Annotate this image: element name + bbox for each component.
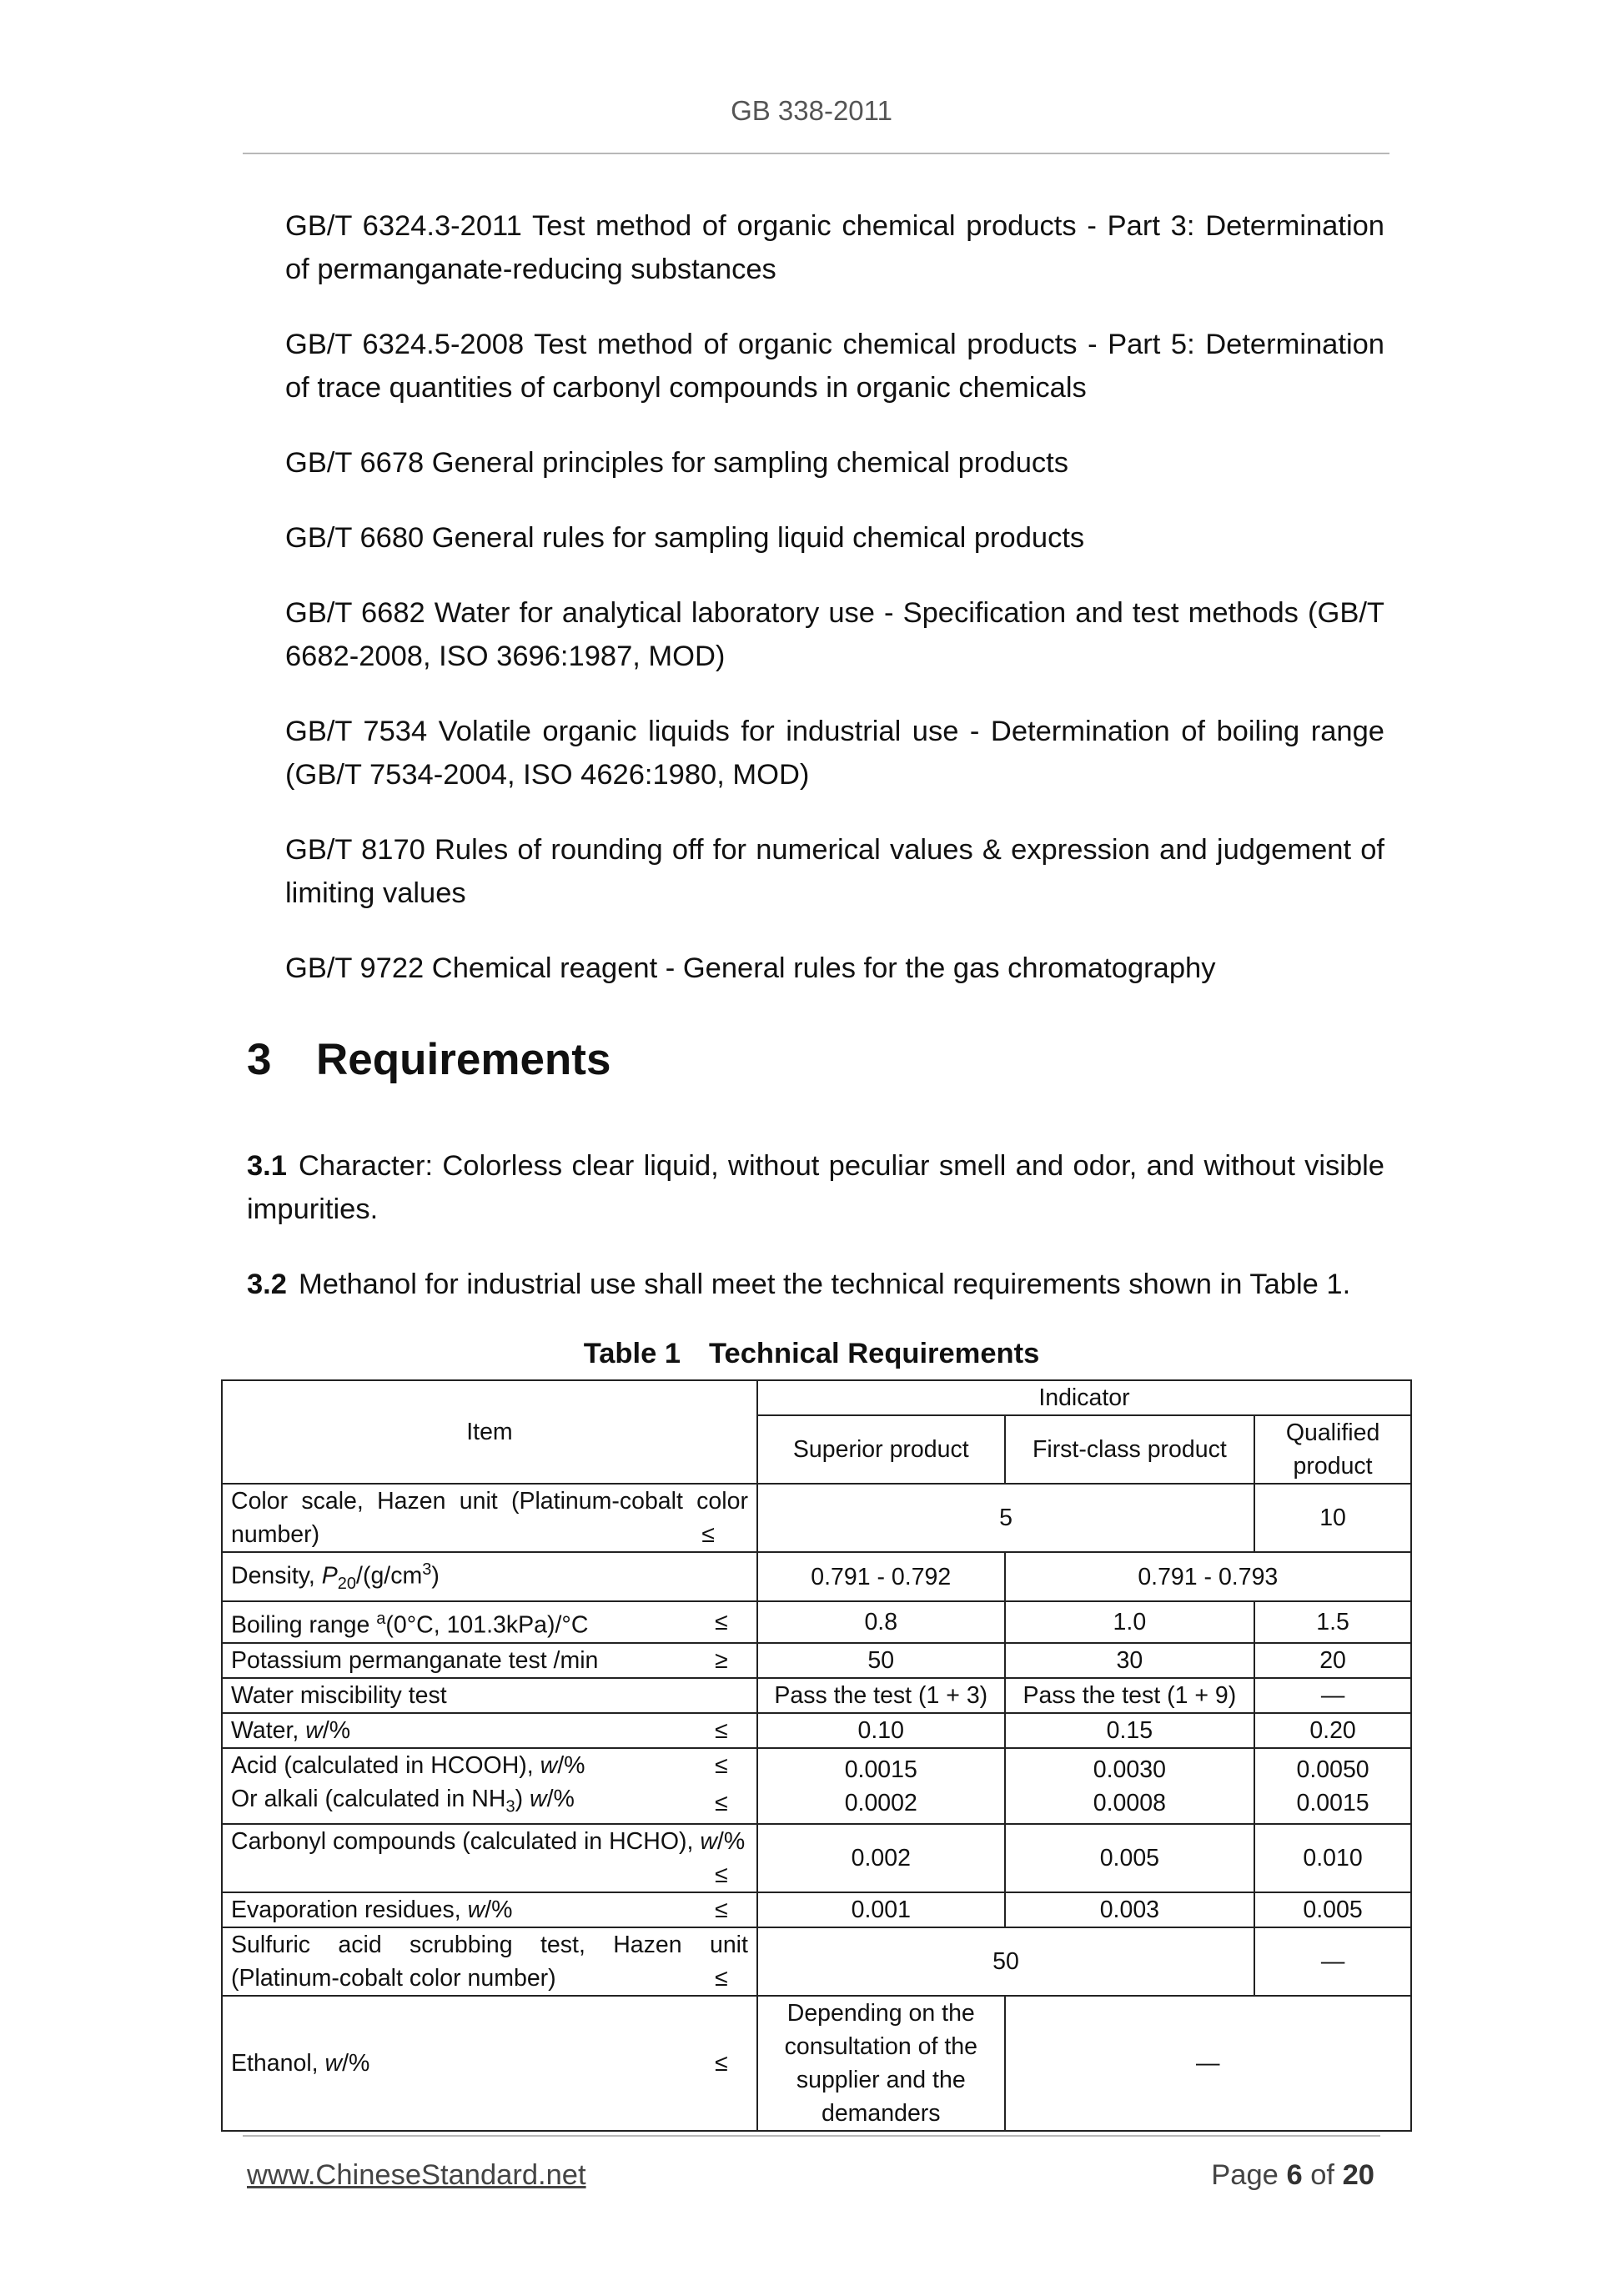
row-label-symbol: w <box>540 1751 558 1779</box>
cell-qualified: 0.010 <box>1254 1824 1411 1892</box>
less-or-equal-symbol: ≤ <box>714 1789 728 1816</box>
row-label-text: Carbonyl compounds (calculated in HCHO), <box>231 1828 701 1856</box>
row-label-text: (0°C, 101.3kPa)/°C <box>385 1611 589 1639</box>
row-label-text: Ethanol, <box>231 2050 325 2077</box>
table-row <box>222 1892 1411 1927</box>
row-label-symbol: w <box>305 1716 323 1744</box>
row-label-text: /% <box>557 1751 585 1779</box>
section-heading <box>247 1034 611 1085</box>
cell-superior: Pass the test (1 + 3) <box>757 1678 1005 1713</box>
row-label-text: Boiling range <box>231 1611 377 1639</box>
table-header-row <box>222 1380 1411 1415</box>
row-label-footnote: a <box>376 1610 386 1629</box>
header-divider <box>243 153 1389 154</box>
table-row <box>222 1552 1411 1601</box>
page-total: 20 <box>1342 2159 1374 2191</box>
row-label-text: Potassium permanganate test /min <box>231 1646 599 1674</box>
less-or-equal-symbol: ≤ <box>714 1751 728 1779</box>
table-row <box>222 1927 1411 1996</box>
cell-value: 0.0015 <box>1296 1789 1369 1816</box>
page-number <box>1211 2159 1374 2192</box>
table-row <box>222 1713 1411 1748</box>
less-or-equal-symbol: ≤ <box>714 1861 728 1889</box>
table-caption-number: Table 1 <box>583 1338 681 1369</box>
header-qualified: Qualified product <box>1254 1415 1411 1484</box>
cell-qualified: 1.5 <box>1254 1601 1411 1643</box>
cell-superior <box>757 1748 1005 1825</box>
header-indicator: Indicator <box>757 1380 1411 1415</box>
row-label-symbol: w <box>700 1828 717 1856</box>
table-row <box>222 1601 1411 1643</box>
less-or-equal-symbol: ≤ <box>714 1716 728 1744</box>
header-first-class: First-class product <box>1005 1415 1255 1484</box>
row-label <box>222 1601 757 1643</box>
cell-qualified: 0.005 <box>1254 1892 1411 1927</box>
cell-superior: 0.10 <box>757 1713 1005 1748</box>
cell-qualified <box>1254 1748 1411 1825</box>
cell-superior: Depending on the consultation of the supplier and the demanders <box>757 1996 1005 2131</box>
row-label <box>222 1484 757 1552</box>
clause-3-2 <box>247 1263 1384 1306</box>
row-label-text: ) <box>515 1785 530 1812</box>
row-label-text: /% <box>546 1785 575 1812</box>
reference-item: GB/T 7534 Volatile organic liquids for industrial use - Determination of boiling range (GB/T 7534-2004, ISO 4626:1980, MOD) <box>285 716 1384 791</box>
table-row <box>222 1824 1411 1892</box>
reference-item: GB/T 6682 Water for analytical laboratory use - Specification and test methods (GB/T 6682-2008, ISO 3696:1987, MOD) <box>285 597 1384 672</box>
section-title: Requirements <box>316 1035 611 1084</box>
cell-first-class <box>1005 1748 1255 1825</box>
table-row <box>222 1484 1411 1552</box>
row-label-text: Sulfuric acid scrubbing test, Hazen unit (Platinum-cobalt color number) <box>231 1932 748 1992</box>
normative-references-list <box>285 204 1384 1022</box>
less-or-equal-symbol: ≤ <box>714 1897 728 1924</box>
row-label-text: /% <box>322 1716 351 1744</box>
page-label: Page <box>1211 2159 1279 2191</box>
cell-value: 0.0015 <box>844 1756 917 1783</box>
cell-value: 0.0002 <box>844 1789 917 1816</box>
table-row <box>222 1678 1411 1713</box>
table-caption <box>0 1338 1623 1370</box>
page-of-label: of <box>1310 2159 1335 2191</box>
less-or-equal-symbol: ≤ <box>701 1521 715 1548</box>
row-label-text: Density, <box>231 1562 322 1590</box>
clause-text: Methanol for industrial use shall meet the technical requirements shown in Table 1. <box>298 1269 1351 1300</box>
table-caption-title: Technical Requirements <box>709 1338 1040 1369</box>
row-label-text: Water, <box>231 1716 306 1744</box>
row-label-text: /% <box>342 2050 370 2077</box>
cell-qualified: — <box>1254 1927 1411 1996</box>
row-label-text: Or alkali (calculated in NH <box>231 1785 506 1812</box>
row-label-subscript: 20 <box>337 1575 357 1594</box>
less-or-equal-symbol: ≤ <box>714 2050 728 2077</box>
row-label-superscript: 3 <box>422 1560 432 1579</box>
reference-item: GB/T 6678 General principles for sampling chemical products <box>285 447 1068 479</box>
cell-superior: 50 <box>757 1643 1005 1678</box>
row-label-text: Color scale, Hazen unit (Platinum-cobalt color number) <box>231 1488 748 1548</box>
reference-item: GB/T 6324.3-2011 Test method of organic chemical products - Part 3: Determination of permanganate-reducing substances <box>285 210 1384 285</box>
cell-superior: 0.8 <box>757 1601 1005 1643</box>
reference-item: GB/T 8170 Rules of rounding off for numerical values & expression and judgement of limiting values <box>285 834 1384 909</box>
row-label-text: Acid (calculated in HCOOH), <box>231 1751 540 1779</box>
table-row <box>222 1996 1411 2131</box>
cell-first-qualified: — <box>1005 1996 1411 2131</box>
row-label-symbol: w <box>324 2050 343 2077</box>
table-row <box>222 1643 1411 1678</box>
clauses <box>247 1144 1384 1338</box>
cell-value: 0.0008 <box>1093 1789 1166 1816</box>
row-label <box>222 1643 757 1678</box>
cell-first-class: 0.005 <box>1005 1824 1255 1892</box>
row-label-text: /% <box>485 1897 513 1924</box>
row-label <box>222 1713 757 1748</box>
cell-first-class: Pass the test (1 + 9) <box>1005 1678 1255 1713</box>
cell-first-class: 30 <box>1005 1643 1255 1678</box>
reference-item: GB/T 6680 General rules for sampling liquid chemical products <box>285 522 1085 554</box>
page-current: 6 <box>1286 2159 1303 2191</box>
row-label-text: /(g/cm <box>356 1562 423 1590</box>
cell-value: 0.0030 <box>1093 1756 1166 1783</box>
clause-number: 3.2 <box>247 1269 287 1300</box>
row-label-subscript: 3 <box>505 1797 515 1816</box>
cell-superior: 0.791 - 0.792 <box>757 1552 1005 1601</box>
cell-first-qualified: 0.791 - 0.793 <box>1005 1552 1411 1601</box>
technical-requirements-table <box>221 1379 1412 2132</box>
cell-qualified: 20 <box>1254 1643 1411 1678</box>
row-label <box>222 1748 757 1825</box>
row-label <box>222 1892 757 1927</box>
greater-or-equal-symbol: ≥ <box>714 1646 728 1674</box>
footer-divider <box>243 2135 1380 2137</box>
row-label-text: /% <box>716 1828 746 1856</box>
clause-text: Character: Colorless clear liquid, without peculiar smell and odor, and without visible impurities. <box>247 1150 1384 1225</box>
cell-qualified: 0.20 <box>1254 1713 1411 1748</box>
cell-first-class: 0.003 <box>1005 1892 1255 1927</box>
less-or-equal-symbol: ≤ <box>714 1608 728 1635</box>
row-label <box>222 1927 757 1996</box>
cell-first-class: 1.0 <box>1005 1601 1255 1643</box>
cell-qualified: 10 <box>1254 1484 1411 1552</box>
header-superior: Superior product <box>757 1415 1005 1484</box>
cell-superior-first: 5 <box>757 1484 1254 1552</box>
row-label <box>222 1996 757 2131</box>
reference-item: GB/T 9722 Chemical reagent - General rules for the gas chromatography <box>285 952 1216 984</box>
row-label: Water miscibility test <box>222 1678 757 1713</box>
row-label-symbol: w <box>467 1897 485 1924</box>
row-label-text: Evaporation residues, <box>231 1897 468 1924</box>
row-label <box>222 1824 757 1892</box>
cell-first-class: 0.15 <box>1005 1713 1255 1748</box>
less-or-equal-symbol: ≤ <box>714 1965 728 1992</box>
cell-superior: 0.001 <box>757 1892 1005 1927</box>
clause-3-1 <box>247 1144 1384 1231</box>
document-code-header: GB 338-2011 <box>731 95 892 126</box>
row-label-symbol: P <box>321 1562 338 1590</box>
section-number: 3 <box>247 1035 272 1084</box>
row-label <box>222 1552 757 1601</box>
cell-superior: 0.002 <box>757 1824 1005 1892</box>
row-label-symbol: w <box>530 1785 547 1812</box>
cell-value: 0.0050 <box>1296 1756 1369 1783</box>
reference-item: GB/T 6324.5-2008 Test method of organic chemical products - Part 5: Determination of trace quantities of carbonyl compounds in organic chemicals <box>285 329 1384 404</box>
row-label-text: ) <box>431 1562 440 1590</box>
header-item: Item <box>222 1380 757 1484</box>
cell-superior-first: 50 <box>757 1927 1254 1996</box>
cell-qualified: — <box>1254 1678 1411 1713</box>
website-link[interactable]: www.ChineseStandard.net <box>247 2159 586 2191</box>
table-row <box>222 1748 1411 1825</box>
clause-number: 3.1 <box>247 1150 287 1182</box>
